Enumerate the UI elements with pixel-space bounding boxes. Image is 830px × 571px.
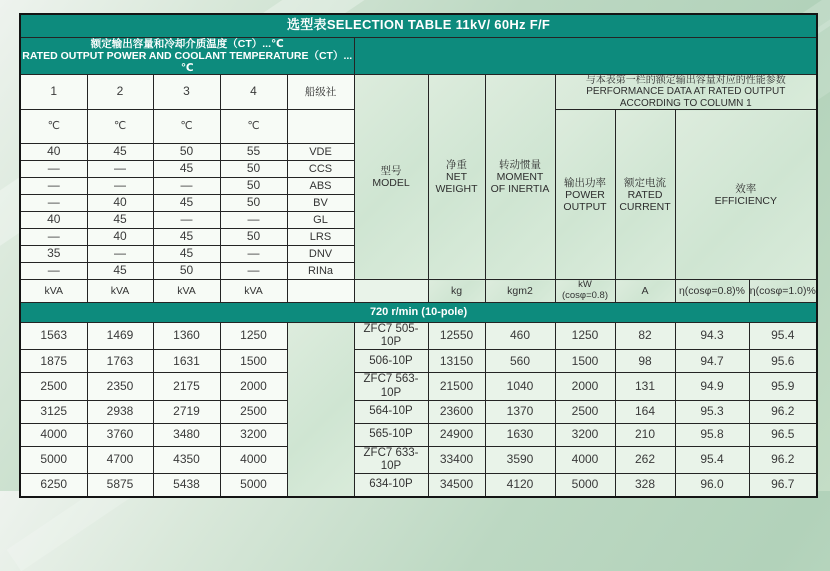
temp-cell: 50 xyxy=(220,161,287,178)
rated-current-header-en2: CURRENT xyxy=(619,200,671,213)
inertia-cell: 1630 xyxy=(485,423,555,446)
degree-cell: ℃ xyxy=(20,110,87,144)
kva-cell: 1250 xyxy=(220,323,287,350)
temp-cell: 50 xyxy=(220,229,287,246)
kva-cell: 3125 xyxy=(20,400,87,423)
efficiency-header xyxy=(675,110,817,280)
degree-society-empty-cell xyxy=(287,110,354,144)
unit-kva: kVA xyxy=(153,280,220,303)
kva-cell: 4350 xyxy=(153,446,220,473)
kva-cell: 1763 xyxy=(87,350,153,373)
current-cell: 164 xyxy=(615,400,675,423)
current-cell: 82 xyxy=(615,323,675,350)
kva-cell: 4000 xyxy=(220,446,287,473)
temp-cell: — xyxy=(20,263,87,280)
kva-cell: 5000 xyxy=(20,446,87,473)
current-cell: 210 xyxy=(615,423,675,446)
kva-cell: 4700 xyxy=(87,446,153,473)
eff08-cell: 95.4 xyxy=(675,446,749,473)
col-header-1: 1 xyxy=(20,74,87,110)
temp-cell: — xyxy=(87,246,153,263)
model-header xyxy=(354,74,428,280)
unit-eff10: η(cosφ=1.0)% xyxy=(749,280,817,303)
degree-cell: ℃ xyxy=(153,110,220,144)
inertia-header-cn: 转动惯量 xyxy=(499,158,541,171)
temp-cell: — xyxy=(153,212,220,229)
society-data-empty-cell xyxy=(287,323,354,497)
temp-cell: 45 xyxy=(153,161,220,178)
temp-cell: 50 xyxy=(153,263,220,280)
model-cell: 565-10P xyxy=(354,423,428,446)
data-row xyxy=(20,446,817,473)
unit-kw-line2: (cosφ=0.8) xyxy=(561,290,609,302)
power-cell: 1250 xyxy=(555,323,615,350)
speed-band: 720 r/min (10-pole) xyxy=(20,303,817,323)
society-header: 船级社 xyxy=(287,74,354,110)
temp-cell: — xyxy=(220,212,287,229)
rated-current-header xyxy=(615,110,675,280)
current-cell: 328 xyxy=(615,474,675,497)
subtitle-en: RATED OUTPUT POWER AND COOLANT TEMPERATURE（CT）...℃ xyxy=(22,49,353,74)
inertia-header-en1: MOMENT xyxy=(496,170,544,183)
eff10-cell: 95.9 xyxy=(749,373,817,400)
unit-kva: kVA xyxy=(87,280,153,303)
kva-cell: 1875 xyxy=(20,350,87,373)
society-cell: LRS xyxy=(287,229,354,246)
kva-cell: 1360 xyxy=(153,323,220,350)
unit-kw xyxy=(555,280,615,303)
unit-eff08: η(cosφ=0.8)% xyxy=(675,280,749,303)
net-weight-header-en1: NET xyxy=(446,170,467,183)
performance-header-cn: 与本表第一栏的额定输出容量对应的性能参数 xyxy=(585,74,786,86)
weight-cell: 13150 xyxy=(428,350,485,373)
kva-cell: 1500 xyxy=(220,350,287,373)
temp-cell: 40 xyxy=(20,212,87,229)
subtitle-row xyxy=(20,37,817,74)
kva-cell: 2000 xyxy=(220,373,287,400)
kva-cell: 3480 xyxy=(153,423,220,446)
model-cell: 634-10P xyxy=(354,474,428,497)
inertia-cell: 3590 xyxy=(485,446,555,473)
temp-cell: 50 xyxy=(153,144,220,161)
eff08-cell: 94.9 xyxy=(675,373,749,400)
inertia-cell: 1370 xyxy=(485,400,555,423)
power-cell: 2000 xyxy=(555,373,615,400)
rated-current-header-en1: RATED xyxy=(627,188,663,201)
kva-cell: 2719 xyxy=(153,400,220,423)
model-cell: ZFC7 563-10P xyxy=(354,373,428,400)
title-row xyxy=(20,14,817,37)
eff10-cell: 96.2 xyxy=(749,446,817,473)
temp-cell: 40 xyxy=(87,195,153,212)
power-cell: 3200 xyxy=(555,423,615,446)
temp-cell: 45 xyxy=(153,195,220,212)
eff10-cell: 96.2 xyxy=(749,400,817,423)
kva-cell: 2500 xyxy=(220,400,287,423)
eff08-cell: 94.7 xyxy=(675,350,749,373)
kva-cell: 2350 xyxy=(87,373,153,400)
kva-cell: 5875 xyxy=(87,474,153,497)
kva-cell: 4000 xyxy=(20,423,87,446)
temp-cell: — xyxy=(20,229,87,246)
model-cell: ZFC7 505-10P xyxy=(354,323,428,350)
weight-cell: 33400 xyxy=(428,446,485,473)
society-cell: BV xyxy=(287,195,354,212)
kva-cell: 2938 xyxy=(87,400,153,423)
temp-cell: 35 xyxy=(20,246,87,263)
kva-cell: 5000 xyxy=(220,474,287,497)
temp-cell: — xyxy=(20,195,87,212)
power-output-header xyxy=(555,110,615,280)
model-header-en: MODEL xyxy=(372,176,410,189)
inertia-cell: 1040 xyxy=(485,373,555,400)
kva-cell: 1631 xyxy=(153,350,220,373)
unit-society-empty-cell xyxy=(287,280,354,303)
temp-cell: 40 xyxy=(87,229,153,246)
current-cell: 262 xyxy=(615,446,675,473)
temp-cell: 45 xyxy=(87,263,153,280)
power-cell: 1500 xyxy=(555,350,615,373)
kva-cell: 3200 xyxy=(220,423,287,446)
inertia-header-en2: OF INERTIA xyxy=(490,182,550,195)
temp-cell: 50 xyxy=(220,178,287,195)
model-header-cn: 型号 xyxy=(380,164,402,177)
weight-cell: 12550 xyxy=(428,323,485,350)
temp-cell: — xyxy=(87,178,153,195)
inertia-header xyxy=(485,74,555,280)
power-output-header-cn: 输出功率 xyxy=(564,176,606,189)
power-cell: 5000 xyxy=(555,474,615,497)
unit-kg: kg xyxy=(428,280,485,303)
temp-cell: 50 xyxy=(220,195,287,212)
kva-cell: 6250 xyxy=(20,474,87,497)
kva-cell: 2500 xyxy=(20,373,87,400)
society-cell: CCS xyxy=(287,161,354,178)
kva-cell: 5438 xyxy=(153,474,220,497)
subtitle-cn: 额定输出容量和冷却介质温度（CT）...℃ xyxy=(90,37,284,50)
net-weight-header-cn: 净重 xyxy=(446,158,467,171)
kva-cell: 1469 xyxy=(87,323,153,350)
power-cell: 4000 xyxy=(555,446,615,473)
temp-cell: — xyxy=(153,178,220,195)
weight-cell: 23600 xyxy=(428,400,485,423)
efficiency-header-en: EFFICIENCY xyxy=(714,194,777,207)
net-weight-header xyxy=(428,74,485,280)
col-header-4: 4 xyxy=(220,74,287,110)
model-cell: 564-10P xyxy=(354,400,428,423)
eff08-cell: 95.3 xyxy=(675,400,749,423)
unit-kva: kVA xyxy=(220,280,287,303)
kva-cell: 3760 xyxy=(87,423,153,446)
unit-model-empty-cell xyxy=(354,280,428,303)
temp-cell: 45 xyxy=(87,144,153,161)
temp-cell: — xyxy=(20,161,87,178)
degree-cell: ℃ xyxy=(220,110,287,144)
inertia-cell: 4120 xyxy=(485,474,555,497)
degree-cell: ℃ xyxy=(87,110,153,144)
inertia-cell: 460 xyxy=(485,323,555,350)
net-weight-header-en2: WEIGHT xyxy=(435,182,478,195)
table-title: 选型表SELECTION TABLE 11kV/ 60Hz F/F xyxy=(20,14,817,37)
col-header-3: 3 xyxy=(153,74,220,110)
eff08-cell: 96.0 xyxy=(675,474,749,497)
subtitle-spacer-cell xyxy=(354,37,817,74)
kva-cell: 2175 xyxy=(153,373,220,400)
weight-cell: 34500 xyxy=(428,474,485,497)
eff10-cell: 96.7 xyxy=(749,474,817,497)
data-row xyxy=(20,323,817,350)
rated-current-header-cn: 额定电流 xyxy=(624,176,666,189)
inertia-cell: 560 xyxy=(485,350,555,373)
temp-cell: 55 xyxy=(220,144,287,161)
temp-cell: 45 xyxy=(153,229,220,246)
column-number-row xyxy=(20,74,817,110)
performance-header-en2: ACCORDING TO COLUMN 1 xyxy=(619,97,752,109)
performance-header xyxy=(555,74,817,110)
eff10-cell: 95.6 xyxy=(749,350,817,373)
unit-kgm2: kgm2 xyxy=(485,280,555,303)
data-row xyxy=(20,373,817,400)
temp-cell: — xyxy=(20,178,87,195)
unit-kw-line1: kW xyxy=(578,279,592,291)
current-cell: 131 xyxy=(615,373,675,400)
weight-cell: 24900 xyxy=(428,423,485,446)
efficiency-header-cn: 效率 xyxy=(735,182,757,195)
selection-table xyxy=(19,13,818,498)
units-row xyxy=(20,280,817,303)
eff08-cell: 94.3 xyxy=(675,323,749,350)
power-output-header-en1: POWER xyxy=(565,188,605,201)
unit-kva: kVA xyxy=(20,280,87,303)
kva-cell: 1563 xyxy=(20,323,87,350)
speed-band-row xyxy=(20,303,817,323)
weight-cell: 21500 xyxy=(428,373,485,400)
eff10-cell: 96.5 xyxy=(749,423,817,446)
temp-cell: 45 xyxy=(87,212,153,229)
performance-header-en1: PERFORMANCE DATA AT RATED OUTPUT xyxy=(586,86,786,98)
temp-cell: — xyxy=(220,263,287,280)
data-row xyxy=(20,400,817,423)
eff08-cell: 95.8 xyxy=(675,423,749,446)
model-cell: ZFC7 633-10P xyxy=(354,446,428,473)
temp-cell: — xyxy=(220,246,287,263)
power-cell: 2500 xyxy=(555,400,615,423)
subtitle-cell xyxy=(20,37,354,74)
temp-cell: — xyxy=(87,161,153,178)
society-cell: VDE xyxy=(287,144,354,161)
eff10-cell: 95.4 xyxy=(749,323,817,350)
power-output-header-en2: OUTPUT xyxy=(563,200,607,213)
temp-cell: 40 xyxy=(20,144,87,161)
data-row xyxy=(20,423,817,446)
society-cell: RINa xyxy=(287,263,354,280)
current-cell: 98 xyxy=(615,350,675,373)
temp-cell: 45 xyxy=(153,246,220,263)
model-cell: 506-10P xyxy=(354,350,428,373)
society-cell: DNV xyxy=(287,246,354,263)
society-cell: ABS xyxy=(287,178,354,195)
data-row xyxy=(20,350,817,373)
society-cell: GL xyxy=(287,212,354,229)
data-row xyxy=(20,474,817,497)
unit-ampere: A xyxy=(615,280,675,303)
col-header-2: 2 xyxy=(87,74,153,110)
